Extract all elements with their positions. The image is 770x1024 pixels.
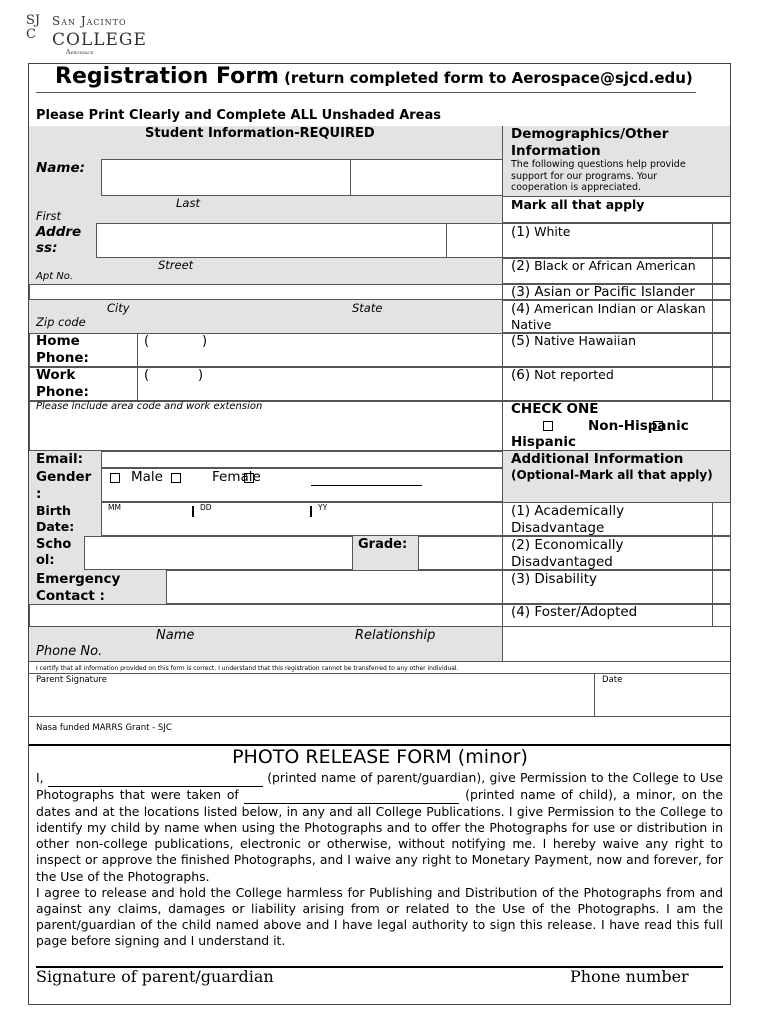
dd-label: DD: [200, 503, 212, 512]
option-6-label: (6) Not reported: [511, 367, 614, 383]
additional-3-label: (3) Disability: [511, 571, 597, 587]
date-separator-1: [192, 506, 194, 517]
photo-release-paragraph-2: I agree to release and hold the College harmless for Publishing and Distribution of the Photographs from and against any claims, damages or liability arising from or related to the Use of the Photographs. I am the parent/guardian of the child named above and I have legal authority to sign this release. I have read this full page before signing and I understand it.: [36, 884, 723, 948]
form-header: [55, 64, 693, 89]
option-3-checkbox[interactable]: [712, 284, 731, 300]
hispanic-checkbox[interactable]: [653, 421, 663, 431]
additional-1-checkbox[interactable]: [712, 502, 731, 536]
grant-text: Nasa funded MARRS Grant - SJC: [36, 723, 172, 733]
male-checkbox[interactable]: [110, 473, 120, 483]
home-phone-field[interactable]: ( ): [144, 334, 208, 349]
parent-signature-label: Parent Signature: [36, 675, 107, 685]
female-label: Female: [212, 469, 261, 485]
yy-label: YY: [318, 503, 328, 512]
address-label: Addre ss:: [36, 224, 82, 256]
logo-line1: San Jacinto: [52, 14, 127, 28]
male-label: Male: [131, 469, 163, 485]
guardian-signature-label: Signature of parent/guardian: [36, 967, 274, 986]
first-name-field[interactable]: [350, 159, 503, 196]
photo-release-paragraph-1: I, (printed name of parent/guardian), give Permission to the College to Use Photographs that were taken of (printed name of child), a minor, on the dates and at the locations listed below, in any and all College Publications. I give Permission to the College to identify my child by name when using the Photographs and to offer the Photographs for use or distribution in other non-college publications, electronic or otherwise, without notifying me. I hereby waive any right to inspect or approve the finished Photographs, and I waive any right to Monetary Payment, now and forever, for the Use of the Photographs.: [36, 770, 723, 884]
birth-date-field[interactable]: [101, 502, 503, 536]
option-4-label: (4) American Indian or Alaskan Native: [511, 301, 706, 332]
college-logo: [26, 14, 156, 60]
instructions: Please Print Clearly and Complete ALL Unshaded Areas: [36, 108, 441, 123]
non-hispanic-label: Non-Hispanic: [588, 418, 689, 434]
phone-number-label: Phone number: [570, 967, 689, 986]
check-one-label: CHECK ONE: [511, 401, 599, 417]
logo-line3: Aerospace: [66, 49, 94, 56]
certify-text: I certify that all information provided on this form is correct. I understand that this registration cannot be transferred to any other individual.: [36, 665, 459, 672]
non-hispanic-checkbox[interactable]: [543, 421, 553, 431]
ec-phone-label: Phone No.: [36, 644, 103, 659]
option-5-label: (5) Native Hawaiian: [511, 333, 637, 349]
logo-line2: COLLEGE: [52, 30, 147, 50]
mark-all-label: Mark all that apply: [511, 197, 645, 212]
zip-label: Zip code: [36, 315, 86, 329]
additional-2-label: (2) Economically Disadvantaged: [511, 537, 624, 570]
female-checkbox-overlay[interactable]: [244, 473, 254, 483]
last-label: Last: [176, 196, 200, 210]
date-separator-2: [310, 506, 312, 517]
home-phone-label: Home Phone:: [36, 333, 89, 366]
name-label: Name:: [36, 160, 86, 176]
date-label: Date: [602, 675, 623, 685]
photo-release-title: PHOTO RELEASE FORM (minor): [232, 746, 528, 768]
emergency-label: Emergency Contact :: [36, 571, 121, 604]
additional-4-checkbox[interactable]: [712, 604, 731, 627]
parent-name-blank[interactable]: [48, 770, 263, 787]
phone-note: Please include area code and work extension: [36, 401, 263, 412]
emergency-field[interactable]: [166, 570, 503, 604]
student-info-heading: Student Information-REQUIRED: [145, 126, 375, 141]
email-field[interactable]: [101, 451, 503, 468]
email-label: Email:: [36, 451, 84, 467]
additional-4-label: (4) Foster/Adopted: [511, 604, 638, 620]
additional-2-checkbox[interactable]: [712, 536, 731, 570]
ec-name-label: Name: [156, 628, 195, 643]
form-subtitle: (return completed form to Aerospace@sjcd.edu): [284, 69, 693, 87]
option-3-label: (3) Asian or Pacific Islander: [511, 284, 695, 300]
gender-blank-line: [311, 485, 422, 486]
birth-date-label: Birth Date:: [36, 503, 75, 534]
city-label: City: [107, 301, 130, 315]
school-field[interactable]: [84, 536, 353, 570]
option-1-label: (1) White: [511, 224, 571, 240]
demographics-heading: Demographics/Other Information: [511, 126, 669, 159]
last-name-field[interactable]: [101, 159, 351, 196]
school-label: Scho ol:: [36, 537, 72, 568]
option-2-checkbox[interactable]: [712, 258, 731, 284]
ec-relationship-label: Relationship: [355, 628, 436, 643]
option-5-checkbox[interactable]: [712, 333, 731, 367]
option-1-checkbox[interactable]: [712, 223, 731, 258]
female-checkbox[interactable]: [171, 473, 181, 483]
additional-3-checkbox[interactable]: [712, 570, 731, 604]
city-state-zip-field[interactable]: [29, 284, 503, 300]
option-2-label: (2) Black or African American: [511, 258, 696, 274]
parent-signature-field[interactable]: [29, 673, 595, 716]
mm-label: MM: [108, 503, 121, 512]
work-phone-label: Work Phone:: [36, 367, 89, 400]
apt-field[interactable]: [446, 223, 503, 258]
additional-heading: Additional Information: [511, 451, 684, 467]
state-label: State: [352, 301, 383, 315]
additional-sub: (Optional-Mark all that apply): [511, 468, 713, 482]
gender-label: Gender :: [36, 469, 92, 502]
work-phone-field[interactable]: ( ): [144, 368, 204, 383]
first-label: First: [36, 209, 62, 223]
apt-label: Apt No.: [36, 271, 74, 282]
child-name-blank[interactable]: [244, 787, 459, 804]
additional-1-label: (1) Academically Disadvantage: [511, 503, 625, 536]
hispanic-label: Hispanic: [511, 434, 576, 450]
grade-field[interactable]: [418, 536, 503, 570]
street-label: Street: [158, 258, 194, 272]
grade-label: Grade:: [358, 537, 408, 552]
option-4-checkbox[interactable]: [712, 300, 731, 333]
emergency-phone-field[interactable]: [29, 604, 503, 627]
photo-release-body: [36, 770, 723, 949]
option-6-checkbox[interactable]: [712, 367, 731, 401]
demographics-help: The following questions help provide support for our programs. Your cooperation is appreciated.: [511, 159, 686, 194]
form-title: Registration Form: [55, 64, 279, 89]
street-field[interactable]: [96, 223, 447, 258]
logo-monogram: SJC: [26, 13, 41, 42]
